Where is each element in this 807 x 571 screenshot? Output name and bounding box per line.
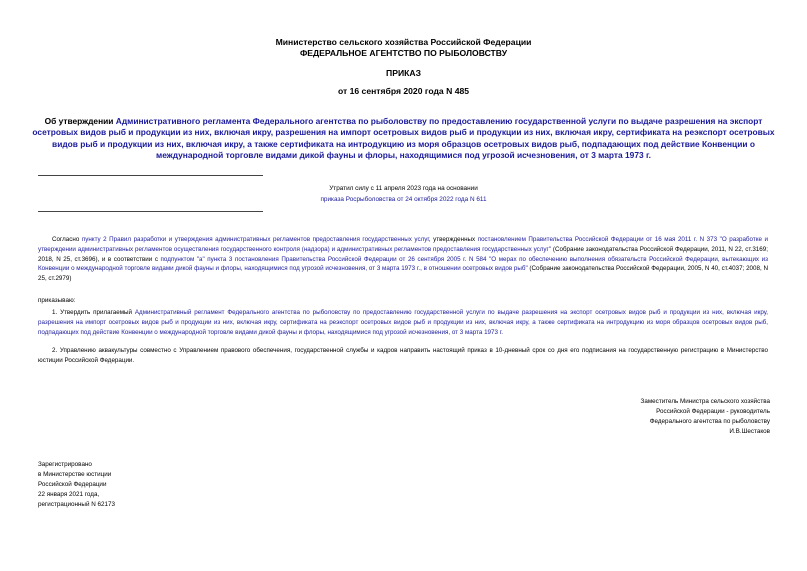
registration-number: регистрационный N 62173 bbox=[38, 501, 116, 508]
signature-name: И.В.Шестаков bbox=[729, 428, 770, 435]
status-basis-link[interactable]: приказа Росрыболовства от 24 октября 2022 года N 611 bbox=[320, 196, 487, 203]
registration-line-2: в Министерстве юстиции bbox=[38, 471, 112, 478]
order-item-2 bbox=[38, 346, 768, 366]
item-2-text: 2. Управлению аквакультуры совместно с Управлением правового обеспечения, государственной службы и кадров направить настоящий приказ в 10-дневный срок со дня его подписания на государственную регистрацию в Министерство юстиции Российской Федерации. bbox=[38, 347, 768, 364]
document-type: ПРИКАЗ bbox=[386, 68, 421, 78]
preamble-text-2: , утвержденных bbox=[428, 236, 478, 243]
registration-date: 22 января 2021 года, bbox=[38, 491, 100, 498]
signature-line-3: Федерального агентства по рыболовству bbox=[649, 418, 770, 425]
status-lost-force: Утратил силу с 11 апреля 2023 года на основании bbox=[329, 185, 478, 192]
order-word: приказываю: bbox=[38, 297, 76, 304]
document-title bbox=[30, 116, 777, 162]
divider-bottom bbox=[38, 211, 263, 212]
registration-line-3: Российской Федерации bbox=[38, 481, 107, 488]
regulation-link[interactable]: Административный регламент Федерального агентства по рыболовству по предоставлению государственной услуги по выдаче разрешения на экспорт осетровых видов рыб и продукции из них, включая икру, разрешения на импорт осетровых видов рыб и продукции из них, включая икру, сертификата на реэкспорт осетровых видов рыб и продукции из них, включая икру, а также сертификата на интродукцию из моря образцов осетровых видов рыб, подпадающих под действие Конвенции о международной торговле видами дикой фауны и флоры, находящимися под угрозой исчезновения, от 3 марта 1973 г. bbox=[38, 309, 769, 336]
preamble-paragraph bbox=[38, 235, 768, 284]
registration-line-1: Зарегистрировано bbox=[38, 461, 92, 468]
signature-line-1: Заместитель Министра сельского хозяйства bbox=[640, 398, 770, 405]
resolution-584-link[interactable]: подпунктом "а" пункта 3 постановления Правительства Российской Федерации от 26 сентября 2005 г. N 584 "О мерах по обеспечению выполнения обязательств Российской Федерации, вытекающих из Конвенции о международной торговле видами дикой фауны и флоры, находящимися под угрозой исчезновения, от 3 марта 1973 г., в отношении осетровых видов рыб" bbox=[38, 255, 768, 273]
resolution-373-link[interactable]: постановлением Правительства Российской Федерации от 16 мая 2011 г. N 373 "О разработке и утверждении административных регламентов осуществления государственного контроля (надзора) и административных регламентов предоставления государственных услуг" bbox=[38, 236, 768, 253]
agency-name: ФЕДЕРАЛЬНОЕ АГЕНТСТВО ПО РЫБОЛОВСТВУ bbox=[299, 48, 508, 58]
preamble-text-3: (Собрание законодательства Российской Федерации, 2011, N 22, ст.3169; 2018, N 25, ст.3696), и в соответствии с bbox=[38, 245, 768, 263]
ministry-name: Министерство сельского хозяйства Российской Федерации bbox=[275, 37, 532, 47]
title-prefix: Об утверждении bbox=[44, 116, 116, 126]
rules-link[interactable]: пункту 2 Правил разработки и утверждения административных регламентов предоставления государственных услуг bbox=[81, 236, 429, 243]
preamble-text-4: (Собрание законодательства Российской Федерации, 2005, N 40, ст.4037; 2008, N 25, ст.2979) bbox=[38, 265, 768, 283]
document-date-number: от 16 сентября 2020 года N 485 bbox=[337, 86, 470, 96]
signature-line-2: Российской Федерации - руководитель bbox=[656, 408, 770, 415]
item-1-text: 1. Утвердить прилагаемый bbox=[52, 309, 135, 316]
divider-top bbox=[38, 175, 263, 176]
preamble-text-1: Согласно bbox=[52, 236, 82, 243]
title-regulation-link[interactable]: Административного регламента Федерального агентства по рыболовству по предоставлению государственной услуги по выдаче разрешения на экспорт осетровых видов рыб и продукции из них, включая икру, разрешения на импорт осетровых видов рыб и продукции из них, включая икру, сертификата на реэкспорт осетровых видов рыб и продукции из них, включая икру, а также сертификата на интродукцию из моря образцов осетровых видов рыб, подпадающих под действие Конвенции о международной торговле видами дикой фауны и флоры, находящимися под угрозой исчезновения, от 3 марта 1973 г. bbox=[32, 116, 775, 161]
order-item-1 bbox=[38, 308, 768, 337]
